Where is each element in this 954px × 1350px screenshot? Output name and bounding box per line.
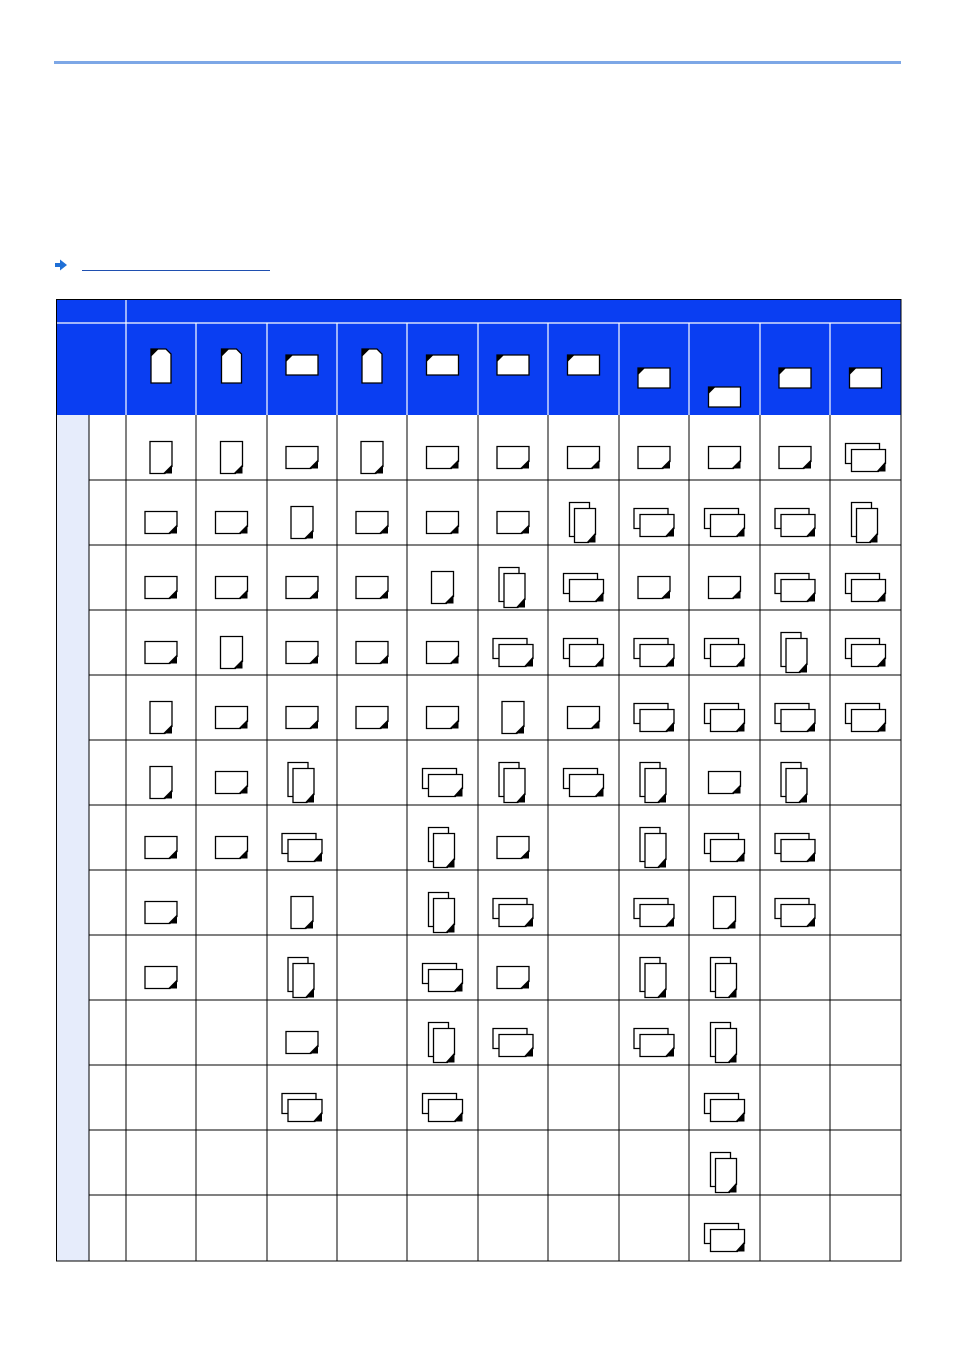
landscape-page-icon — [638, 577, 670, 599]
landscape-page-icon — [145, 837, 177, 859]
stacked-portrait-pages-icon — [429, 1023, 455, 1063]
stacked-landscape-pages-icon — [282, 1094, 322, 1122]
landscape-page-icon — [779, 447, 811, 469]
stacked-landscape-pages-icon — [775, 834, 815, 862]
stacked-landscape-pages-icon — [564, 574, 604, 602]
stacked-landscape-pages-icon — [634, 509, 674, 537]
landscape-page-icon — [568, 707, 600, 729]
stacked-landscape-pages-icon — [775, 574, 815, 602]
stacked-portrait-pages-icon — [429, 893, 455, 933]
portrait-page-icon — [221, 442, 243, 474]
portrait-page-icon — [291, 897, 313, 929]
header-page-landscape-icon — [638, 368, 670, 388]
landscape-page-icon — [638, 447, 670, 469]
portrait-page-icon — [714, 897, 736, 929]
portrait-page-icon — [502, 702, 524, 734]
stacked-landscape-pages-icon — [846, 444, 886, 472]
portrait-page-icon — [361, 442, 383, 474]
landscape-page-icon — [427, 512, 459, 534]
landscape-page-icon — [216, 707, 248, 729]
stacked-landscape-pages-icon — [705, 834, 745, 862]
stacked-portrait-pages-icon — [288, 958, 314, 998]
stacked-landscape-pages-icon — [634, 1029, 674, 1057]
landscape-page-icon — [497, 837, 529, 859]
landscape-page-icon — [356, 577, 388, 599]
landscape-page-icon — [427, 707, 459, 729]
stacked-landscape-pages-icon — [705, 1224, 745, 1252]
paper-orientation-matrix — [56, 299, 902, 1262]
landscape-page-icon — [216, 577, 248, 599]
stacked-landscape-pages-icon — [705, 509, 745, 537]
table-border — [57, 300, 902, 1262]
stacked-portrait-pages-icon — [499, 568, 525, 608]
landscape-page-icon — [356, 512, 388, 534]
landscape-page-icon — [427, 642, 459, 664]
landscape-page-icon — [286, 447, 318, 469]
stacked-landscape-pages-icon — [846, 704, 886, 732]
stacked-portrait-pages-icon — [570, 503, 596, 543]
stacked-landscape-pages-icon — [493, 639, 533, 667]
landscape-page-icon — [356, 707, 388, 729]
landscape-page-icon — [145, 642, 177, 664]
side-band — [56, 415, 89, 1261]
landscape-page-icon — [216, 512, 248, 534]
landscape-page-icon — [497, 967, 529, 989]
stacked-portrait-pages-icon — [640, 958, 666, 998]
stacked-portrait-pages-icon — [499, 763, 525, 803]
landscape-page-icon — [145, 512, 177, 534]
stacked-landscape-pages-icon — [282, 834, 322, 862]
stacked-portrait-pages-icon — [781, 633, 807, 673]
landscape-page-icon — [709, 447, 741, 469]
stacked-landscape-pages-icon — [705, 704, 745, 732]
reference-link[interactable] — [54, 258, 68, 272]
stacked-portrait-pages-icon — [852, 503, 878, 543]
stacked-portrait-pages-icon — [711, 1153, 737, 1193]
landscape-page-icon — [145, 902, 177, 924]
portrait-page-icon — [291, 507, 313, 539]
stacked-landscape-pages-icon — [634, 899, 674, 927]
stacked-landscape-pages-icon — [634, 704, 674, 732]
landscape-page-icon — [497, 512, 529, 534]
link-underline — [82, 270, 270, 271]
stacked-portrait-pages-icon — [711, 958, 737, 998]
portrait-page-icon — [432, 572, 454, 604]
landscape-page-icon — [145, 967, 177, 989]
stacked-landscape-pages-icon — [564, 769, 604, 797]
header-page-landscape-icon — [497, 355, 529, 375]
landscape-page-icon — [497, 447, 529, 469]
landscape-page-icon — [286, 577, 318, 599]
portrait-page-icon — [150, 442, 172, 474]
portrait-page-icon — [221, 637, 243, 669]
top-rule — [54, 61, 901, 64]
landscape-page-icon — [286, 642, 318, 664]
landscape-page-icon — [145, 577, 177, 599]
landscape-page-icon — [709, 772, 741, 794]
landscape-page-icon — [568, 447, 600, 469]
header-page-landscape-icon — [427, 355, 459, 375]
stacked-portrait-pages-icon — [640, 828, 666, 868]
landscape-page-icon — [216, 837, 248, 859]
stacked-portrait-pages-icon — [640, 763, 666, 803]
stacked-landscape-pages-icon — [705, 639, 745, 667]
header-page-landscape-icon — [850, 368, 882, 388]
stacked-landscape-pages-icon — [846, 574, 886, 602]
landscape-page-icon — [286, 1032, 318, 1054]
stacked-landscape-pages-icon — [775, 509, 815, 537]
arrow-right-icon — [54, 258, 68, 272]
stacked-landscape-pages-icon — [423, 769, 463, 797]
portrait-page-icon — [150, 767, 172, 799]
header-page-portrait-icon — [222, 349, 242, 383]
stacked-landscape-pages-icon — [493, 1029, 533, 1057]
stacked-landscape-pages-icon — [423, 1094, 463, 1122]
header-page-landscape-icon — [779, 368, 811, 388]
stacked-portrait-pages-icon — [429, 828, 455, 868]
stacked-portrait-pages-icon — [288, 763, 314, 803]
stacked-portrait-pages-icon — [711, 1023, 737, 1063]
stacked-portrait-pages-icon — [781, 763, 807, 803]
header-page-portrait-icon — [362, 349, 382, 383]
landscape-page-icon — [356, 642, 388, 664]
landscape-page-icon — [427, 447, 459, 469]
stacked-landscape-pages-icon — [775, 899, 815, 927]
stacked-landscape-pages-icon — [564, 639, 604, 667]
stacked-landscape-pages-icon — [423, 964, 463, 992]
header-page-landscape-icon — [286, 355, 318, 375]
header-page-landscape-icon — [568, 355, 600, 375]
stacked-landscape-pages-icon — [705, 1094, 745, 1122]
landscape-page-icon — [709, 577, 741, 599]
landscape-page-icon — [216, 772, 248, 794]
stacked-landscape-pages-icon — [634, 639, 674, 667]
portrait-page-icon — [150, 702, 172, 734]
stacked-landscape-pages-icon — [493, 899, 533, 927]
stacked-landscape-pages-icon — [775, 704, 815, 732]
stacked-landscape-pages-icon — [846, 639, 886, 667]
header-page-landscapeer-icon — [709, 387, 741, 407]
header-page-portrait-icon — [151, 349, 171, 383]
landscape-page-icon — [286, 707, 318, 729]
